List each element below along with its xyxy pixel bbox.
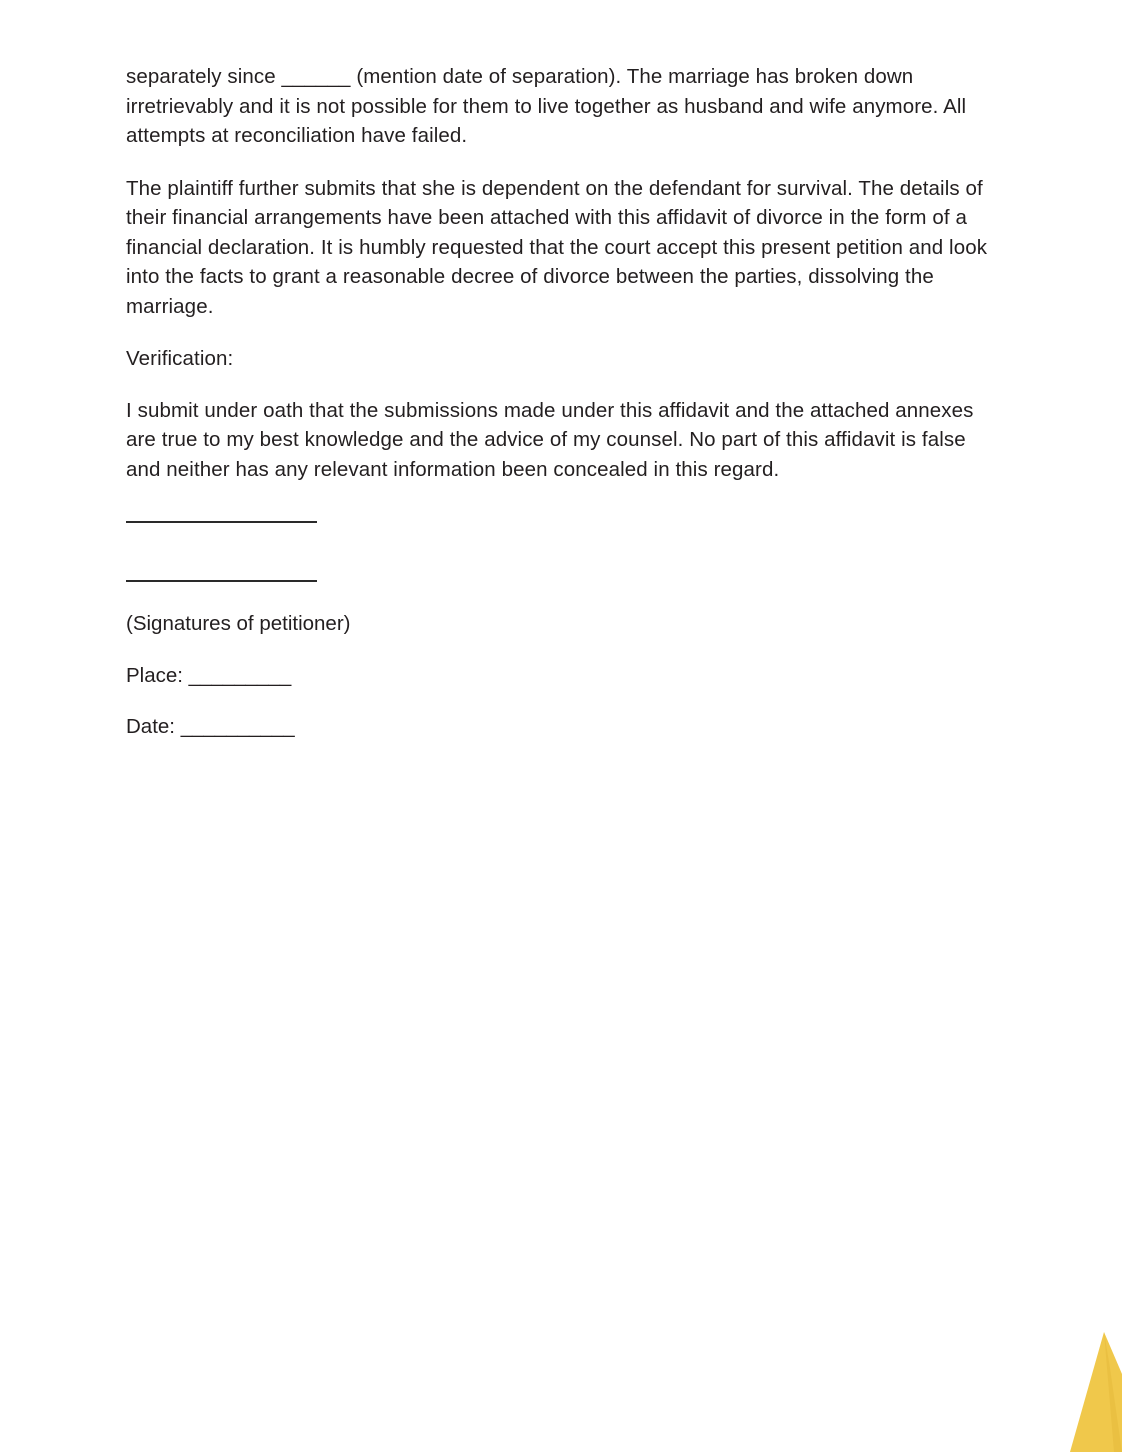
- yellow-corner-wedge-icon: [1002, 1332, 1122, 1452]
- signature-line-1: [126, 521, 317, 523]
- signature-line-2: [126, 580, 317, 582]
- signature-block: [126, 521, 996, 742]
- paragraph-separation: separately since ______ (mention date of separation). The marriage has broken down irretrievably and it is not possible for them to live together as husband and wife anymore. All attempts at reconciliation have failed.: [126, 65, 967, 147]
- paragraph-financial: The plaintiff further submits that she is dependent on the defendant for survival. The details of their financial arrangements have been attached with this affidavit of divorce in the form of a financial declaration. It is humbly requested that the court accept this present petition and look into the facts to grant a reasonable decree of divorce between the parties, dissolving the marriage.: [126, 176, 988, 318]
- verification-heading: Verification:: [126, 347, 234, 370]
- signature-caption: (Signatures of petitioner): [126, 612, 351, 635]
- verification-text: I submit under oath that the submissions made under this affidavit and the attached annexes are true to my best knowledge and the advice of my counsel. No part of this affidavit is false and neither has any relevant information been concealed in this regard.: [126, 398, 974, 481]
- place-field: Place: _________: [126, 663, 292, 687]
- date-field: Date: __________: [126, 715, 295, 738]
- document-body: [126, 62, 996, 764]
